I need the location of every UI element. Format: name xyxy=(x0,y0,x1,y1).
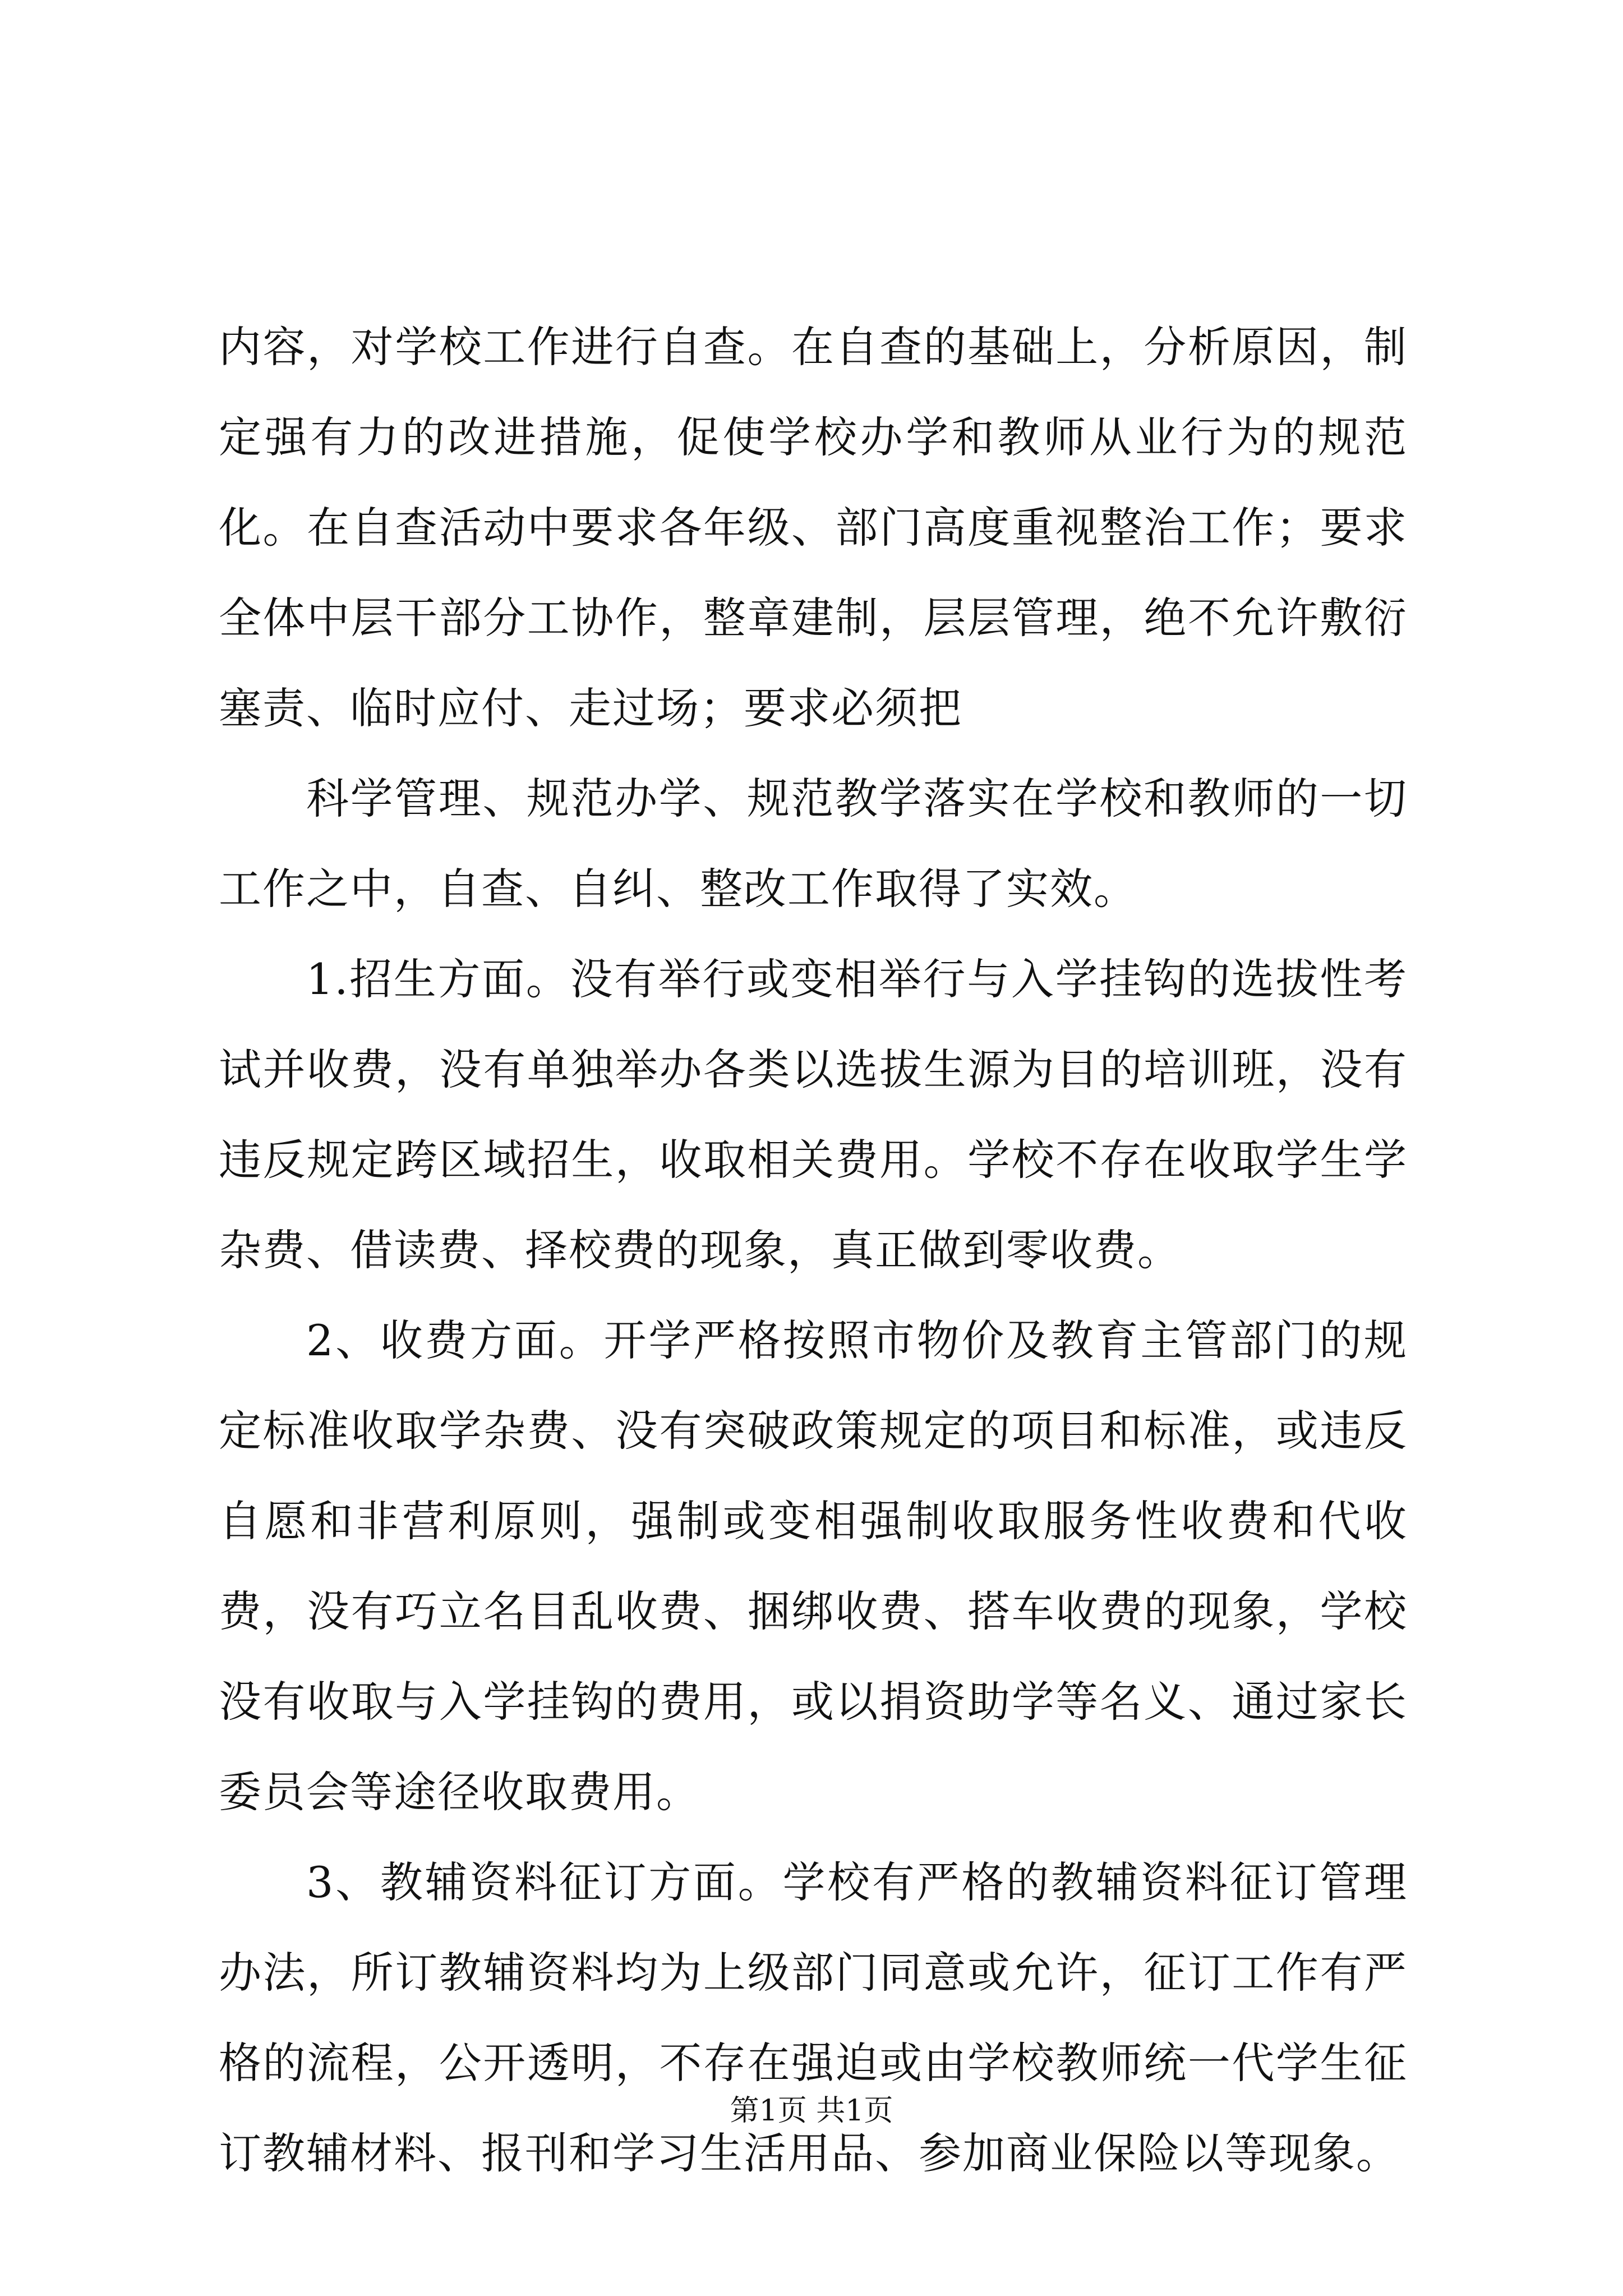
page-footer: 第1页 共1页 xyxy=(730,2094,893,2128)
paragraph-materials: 3、教辅资料征订方面。学校有严格的教辅资料征订管理办法，所订教辅资料均为上级部门同意或允许，征订工作有严格的流程，公开透明，不存在强迫或由学校教师统一代学生征订教辅材料、报刊和学习生活用品、参加商业保险以等现象。 xyxy=(219,1857,1408,2178)
document-body xyxy=(219,302,1408,2198)
paragraph-fees: 2、收费方面。开学严格按照市物价及教育主管部门的规定标准收取学杂费、没有突破政策规定的项目和标准，或违反自愿和非营利原则，强制或变相强制收取服务性收费和代收费，没有巧立名目乱收费、捆绑收费、搭车收费的现象，学校没有收取与入学挂钩的费用，或以捐资助学等名义、通过家长委员会等途径收取费用。 xyxy=(219,1315,1408,1817)
paragraph-2: 科学管理、规范办学、规范教学落实在学校和教师的一切工作之中，自查、自纠、整改工作取得了实效。 xyxy=(219,774,1408,914)
paragraph-1: 内容，对学校工作进行自查。在自查的基础上，分析原因，制定强有力的改进措施，促使学校办学和教师从业行为的规范化。在自查活动中要求各年级、部门高度重视整治工作；要求全体中层干部分工协作，整章建制，层层管理，绝不允许敷衍塞责、临时应付、走过场；要求必须把 xyxy=(219,322,1408,733)
paragraph-enrollment: 1.招生方面。没有举行或变相举行与入学挂钩的选拔性考试并收费，没有单独举办各类以选拔生源为目的培训班，没有违反规定跨区域招生，收取相关费用。学校不存在收取学生学杂费、借读费、择校费的现象，真正做到零收费。 xyxy=(219,954,1408,1275)
